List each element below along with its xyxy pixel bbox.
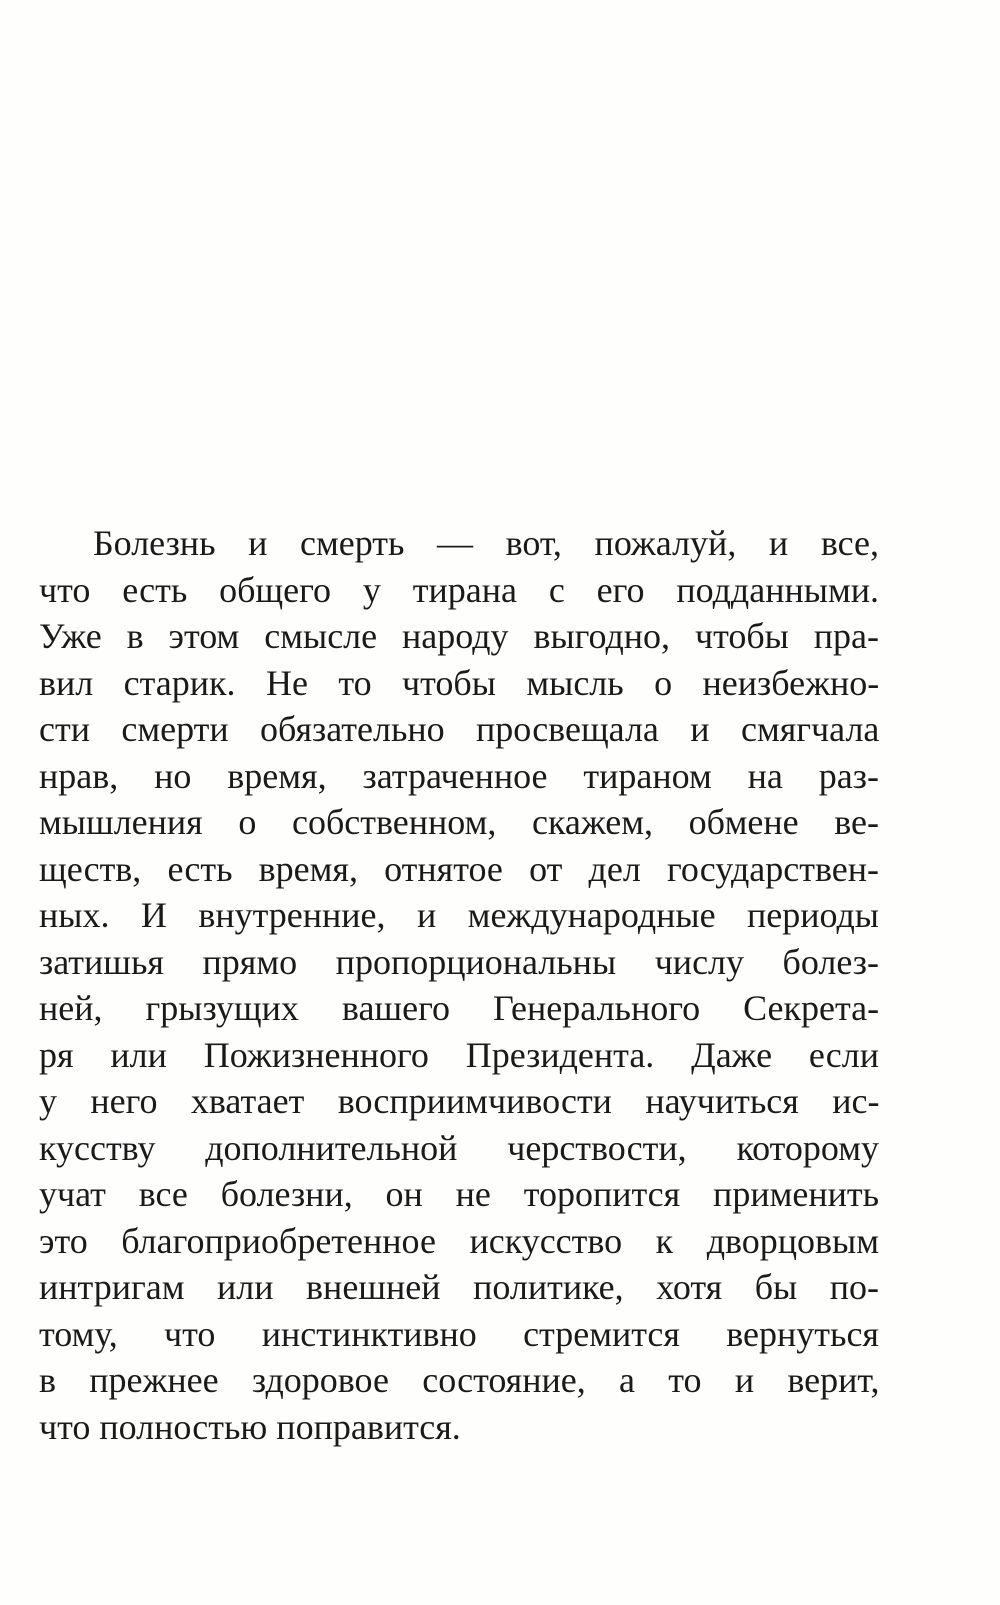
text-line: ря или Пожизненного Президента. Даже если [39,1034,879,1075]
text-line: нрав, но время, затраченное тираном на раз- [39,755,879,796]
text-line: интригам или внешней политике, хотя бы по- [39,1267,879,1307]
text-line: учат все болезни, он не торопится применить [39,1174,880,1214]
body-paragraph [39,520,879,1450]
text-line: вил старик. Не то чтобы мысль о неизбежно- [39,662,880,703]
text-line: что есть общего у тирана с его подданными. [39,569,879,610]
text-line: Уже в этом смысле народу выгодно, чтобы пра- [39,616,879,656]
text-line: ществ, есть время, отнятое от дел государствен- [39,848,879,889]
text-line: ней, грызущих вашего Генерального Секрета- [39,988,880,1028]
text-line: это благоприобретенное искусство к дворцовым [39,1220,879,1261]
text-line: затишья прямо пропорциональны числу болез- [39,941,879,982]
text-line: ных. И внутренние, и международные периоды [39,895,879,935]
text-line: тому, что инстинктивно стремится вернуться [39,1313,879,1354]
text-line: сти смерти обязательно просвещала и смягчала [39,709,880,749]
text-line: мышления о собственном, скажем, обмене ве- [39,802,879,842]
text-line: кусству дополнительной черствости, которому [39,1127,879,1168]
text-line: в прежнее здоровое состояние, а то и верит, [39,1360,880,1400]
text-line: Болезнь и смерть — вот, пожалуй, и все, [93,523,879,563]
text-line: что полностью поправится. [39,1406,461,1447]
text-line: у него хватает восприимчивости научиться ис- [39,1081,880,1121]
